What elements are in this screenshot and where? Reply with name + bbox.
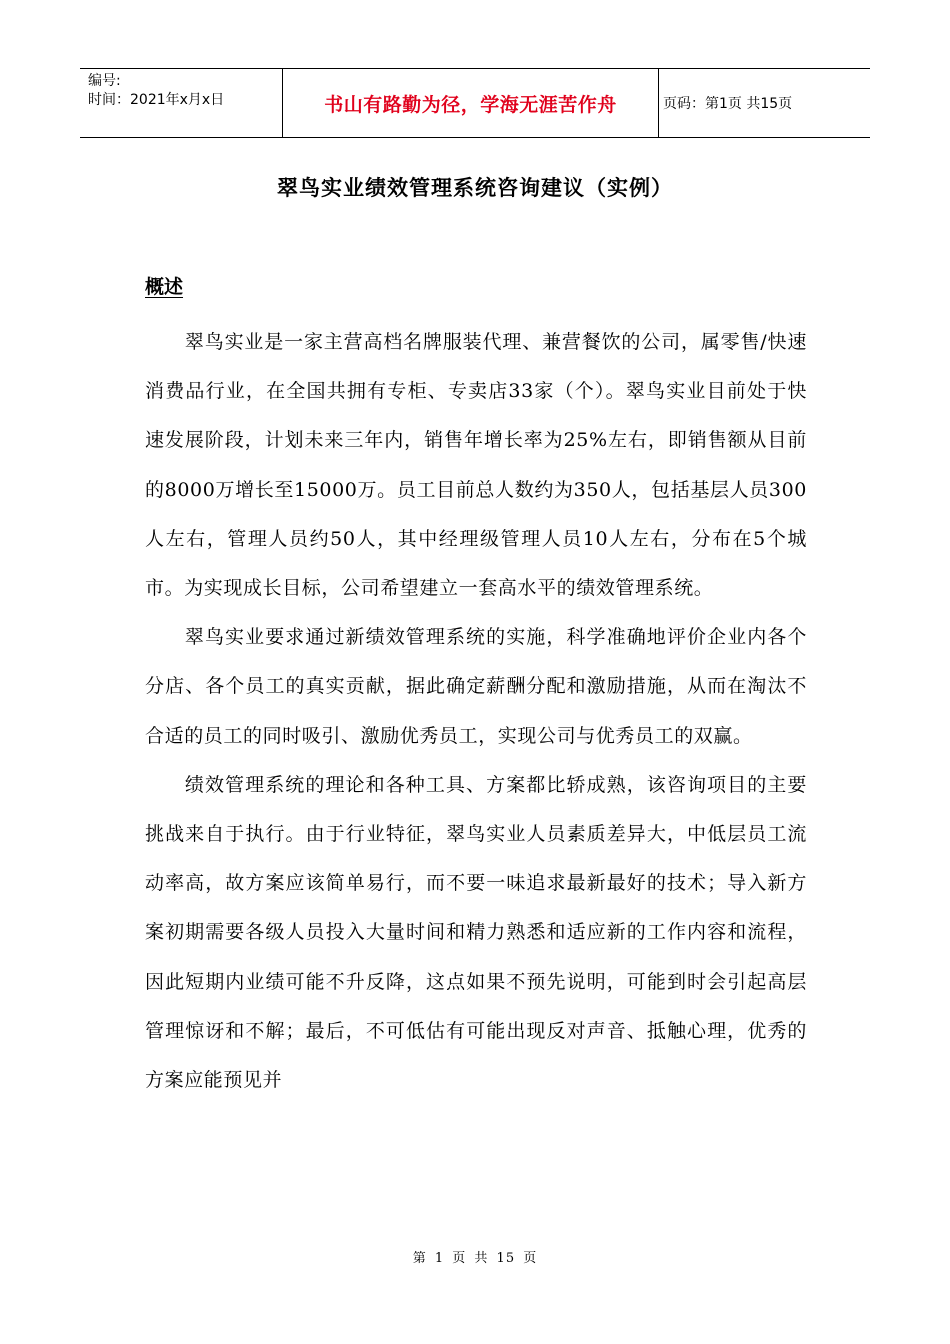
document-number-label: 编号: bbox=[88, 73, 121, 89]
document-time-label: 时间：2021年x月x日 bbox=[88, 92, 225, 108]
header-table bbox=[80, 68, 870, 138]
document-title: 翠鸟实业绩效管理系统咨询建议（实例） bbox=[277, 176, 673, 200]
header-page-info: 页码：第1页 共15页 bbox=[663, 96, 793, 112]
document-body bbox=[145, 318, 807, 1105]
section-heading-overview: 概述 bbox=[145, 276, 184, 298]
header-motto: 书山有路勤为径，学海无涯苦作舟 bbox=[283, 69, 659, 137]
body-paragraph-3: 绩效管理系统的理论和各种工具、方案都比轿成熟，该咨询项目的主要挑战来自于执行。由于行业特征，翠鸟实业人员素质差异大，中低层员工流动率高，故方案应该简单易行，而不要一味追求最新最好的技术；导入新方案初期需要各级人员投入大量时间和精力熟悉和适应新的工作内容和流程，因此短期内业绩可能不升反降，这点如果不预先说明，可能到时会引起高层管理惊讶和不解；最后，不可低估有可能出现反对声音、抵触心理，优秀的方案应能预见并 bbox=[145, 773, 807, 1092]
body-paragraph-1: 翠鸟实业是一家主营高档名牌服装代理、兼营餐饮的公司，属零售/快速消费品行业，在全国共拥有专柜、专卖店33家（个）。翠鸟实业目前处于快速发展阶段，计划未来三年内，销售年增长率为25%左右，即销售额从目前的8000万增长至15000万。员工目前总人数约为350人，包括基层人员300人左右，管理人员约50人，其中经理级管理人员10人左右，分布在5个城市。为实现成长目标，公司希望建立一套高水平的绩效管理系统。 bbox=[145, 331, 807, 600]
body-paragraph-2: 翠鸟实业要求通过新绩效管理系统的实施，科学准确地评价企业内各个分店、各个员工的真实贡献，据此确定薪酬分配和激励措施，从而在淘汰不合适的员工的同时吸引、激励优秀员工，实现公司与优秀员工的双赢。 bbox=[145, 626, 807, 747]
page-footer: 第 1 页 共 15 页 bbox=[412, 1251, 538, 1266]
header-meta-cell bbox=[80, 69, 283, 137]
